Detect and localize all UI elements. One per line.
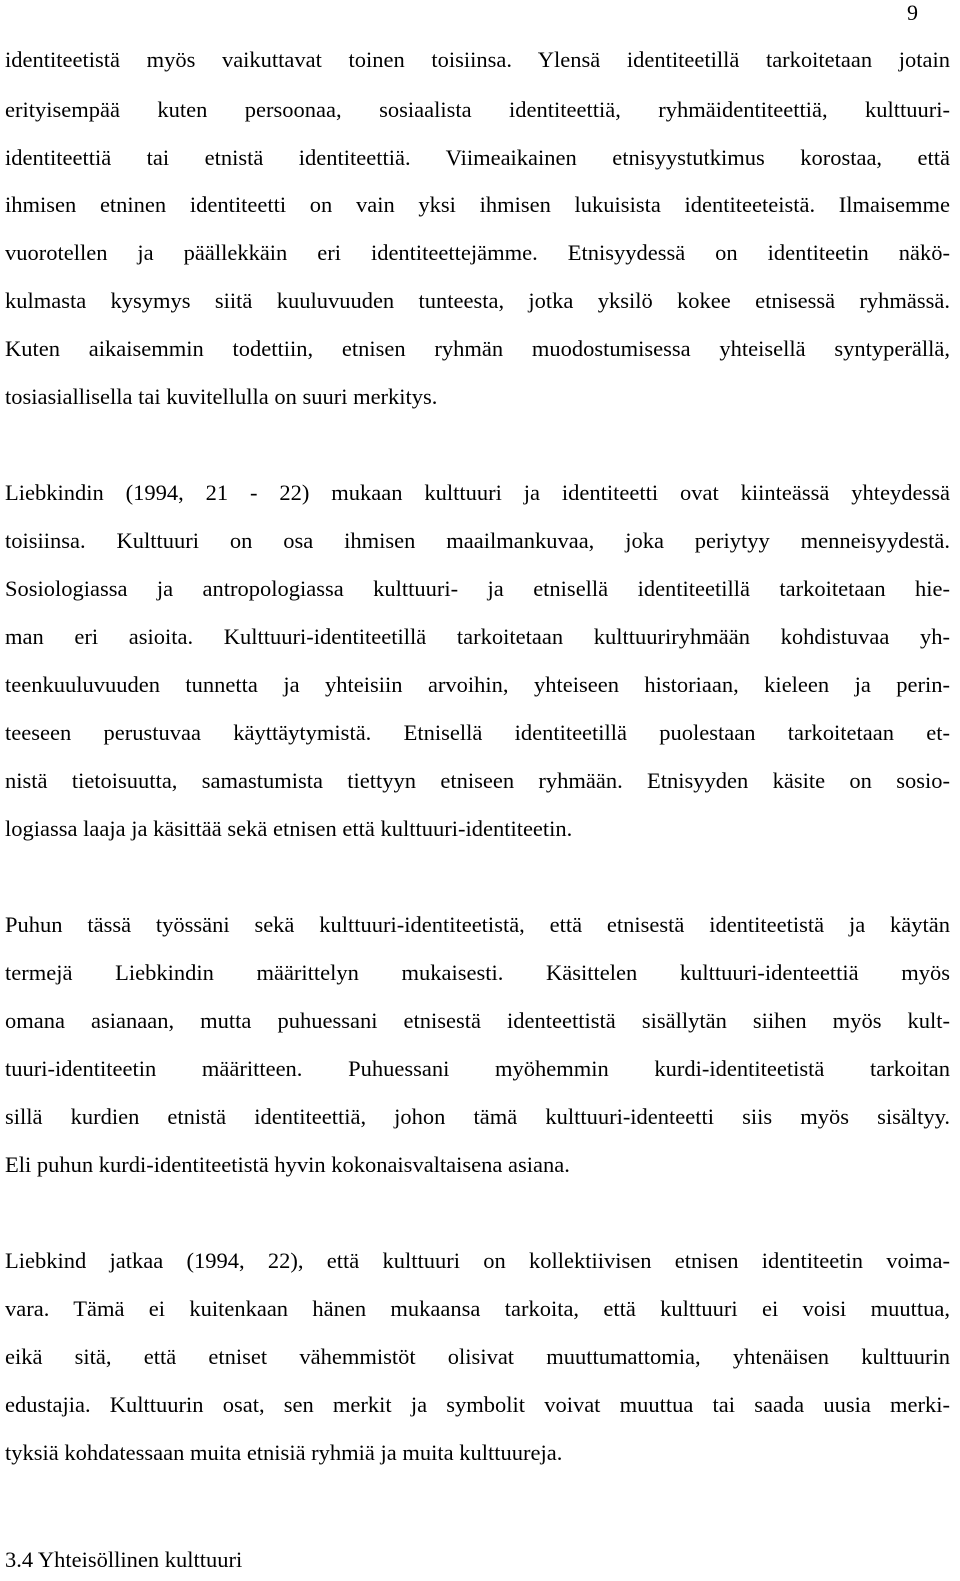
text-line: edustajia. Kulttuurin osat, sen merkit ja symbolit voivat muuttua tai saada uusia merki-	[5, 1392, 950, 1417]
text-line: Liebkindin (1994, 21 - 22) mukaan kulttuuri ja identiteetti ovat kiinteässä yhteydessä	[5, 480, 950, 505]
text-line: logiassa laaja ja käsittää sekä etnisen että kulttuuri-identiteetin.	[5, 816, 573, 841]
page-number: 9	[907, 0, 918, 25]
text-line: teenkuuluvuuden tunnetta ja yhteisiin arvoihin, yhteiseen historiaan, kieleen ja perin-	[5, 672, 950, 697]
text-line: nistä tietoisuutta, samastumista tiettyyn etniseen ryhmään. Etnisyyden käsite on sosio-	[5, 768, 950, 793]
text-line: omana asianaan, mutta puhuessani etnisestä identeettistä sisällytän siihen myös kult-	[5, 1008, 950, 1033]
text-line: termejä Liebkindin määrittelyn mukaisesti. Käsittelen kulttuuri-identeettiä myös	[5, 960, 950, 985]
text-line: Eli puhun kurdi-identiteetistä hyvin kokonaisvaltaisena asiana.	[5, 1152, 570, 1177]
text-line: kulmasta kysymys siitä kuuluvuuden tunteesta, jotka yksilö kokee etnisessä ryhmässä.	[5, 288, 950, 313]
text-line: vara. Tämä ei kuitenkaan hänen mukaansa tarkoita, että kulttuuri ei voisi muuttua,	[5, 1296, 950, 1321]
text-line: erityisempää kuten persoonaa, sosiaalista identiteettiä, ryhmäidentiteettiä, kulttuuri-	[5, 97, 950, 122]
text-line: Kuten aikaisemmin todettiin, etnisen ryhmän muodostumisessa yhteisellä syntyperällä,	[5, 336, 950, 361]
text-line: identiteetistä myös vaikuttavat toinen toisiinsa. Ylensä identiteetillä tarkoitetaan jotain	[5, 47, 950, 72]
text-line: tuuri-identiteetin määritteen. Puhuessani myöhemmin kurdi-identiteetistä tarkoitan	[5, 1056, 950, 1081]
text-line: Puhun tässä työssäni sekä kulttuuri-identiteetistä, että etnisestä identiteetistä ja käytän	[5, 912, 950, 937]
text-line: Sosiologiassa ja antropologiassa kulttuuri- ja etnisellä identiteetillä tarkoitetaan hie-	[5, 576, 950, 601]
text-line: tyksiä kohdatessaan muita etnisiä ryhmiä ja muita kulttuureja.	[5, 1440, 563, 1465]
text-line: vuorotellen ja päällekkäin eri identiteettejämme. Etnisyydessä on identiteetin näkö-	[5, 240, 950, 265]
section-heading: 3.4 Yhteisöllinen kulttuuri	[5, 1547, 243, 1572]
text-line: tosiasiallisella tai kuvitellulla on suuri merkitys.	[5, 384, 438, 409]
text-line: sillä kurdien etnistä identiteettiä, johon tämä kulttuuri-identeetti siis myös sisältyy.	[5, 1104, 950, 1129]
text-line: man eri asioita. Kulttuuri-identiteetillä tarkoitetaan kulttuuriryhmään kohdistuvaa yh-	[5, 624, 950, 649]
text-line: teeseen perustuvaa käyttäytymistä. Etnisellä identiteetillä puolestaan tarkoitetaan et-	[5, 720, 950, 745]
text-line: identiteettiä tai etnistä identiteettiä. Viimeaikainen etnisyystutkimus korostaa, että	[5, 145, 950, 170]
text-line: ihmisen etninen identiteetti on vain yksi ihmisen lukuisista identiteeteistä. Ilmaisemme	[5, 192, 950, 217]
text-line: eikä sitä, että etniset vähemmistöt olisivat muuttumattomia, yhtenäisen kulttuurin	[5, 1344, 950, 1369]
text-line: toisiinsa. Kulttuuri on osa ihmisen maailmankuvaa, joka periytyy menneisyydestä.	[5, 528, 950, 553]
text-line: Liebkind jatkaa (1994, 22), että kulttuuri on kollektiivisen etnisen identiteetin voima-	[5, 1248, 950, 1273]
